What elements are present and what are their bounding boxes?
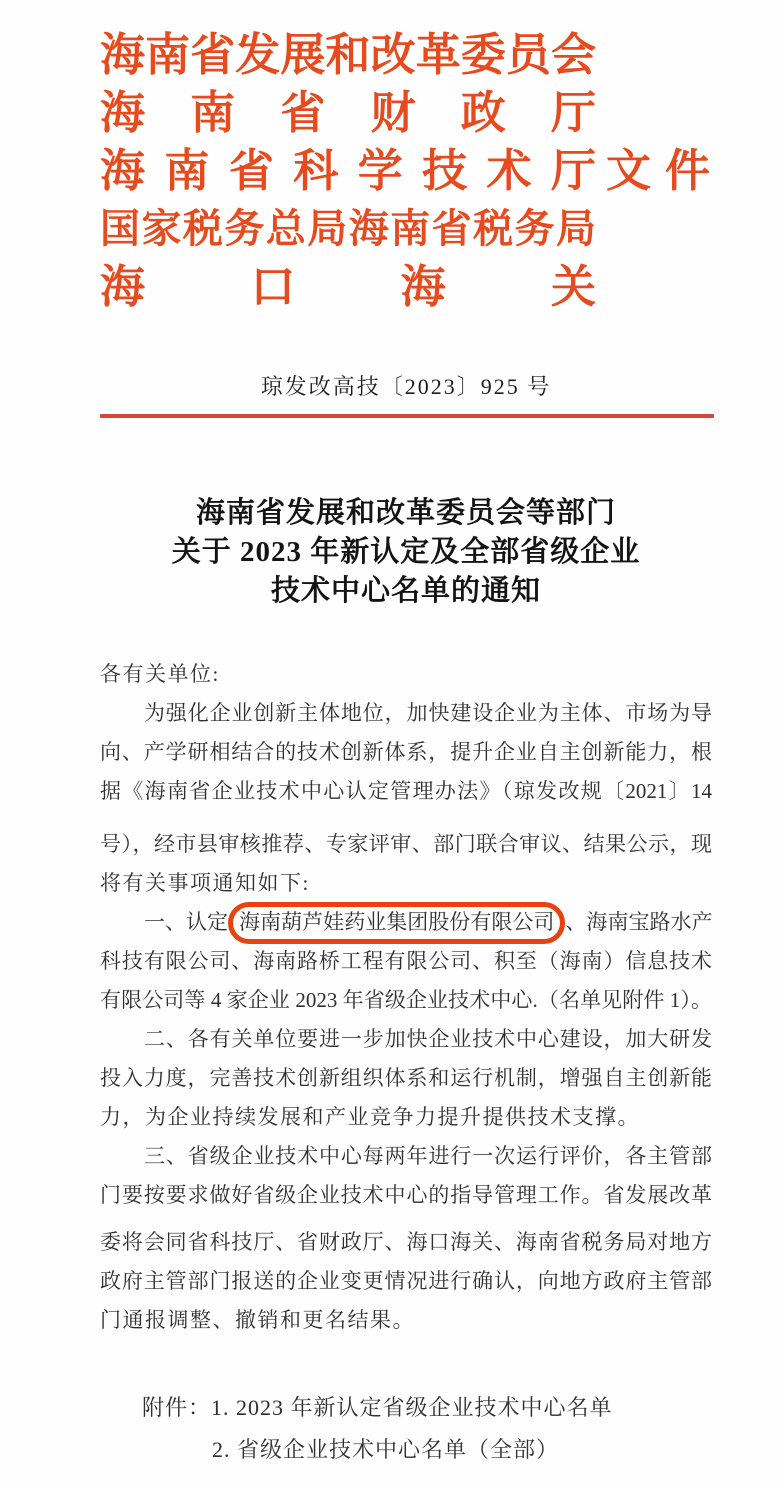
- agency-line: [100, 26, 712, 84]
- notice-title-line: 关于 2023 年新认定及全部省级企业: [171, 536, 641, 568]
- agency-line: [100, 142, 712, 200]
- agency-name: 海南省科学技术厅: [100, 146, 596, 196]
- agency-name: 海南省财政厅: [100, 88, 596, 138]
- document-word: 文件: [606, 146, 710, 196]
- agency-name: 国家税务总局海南省税务局: [100, 206, 596, 251]
- notice-title-line: 海南省发展和改革委员会等部门: [195, 497, 616, 529]
- attachment-title: 1. 2023 年新认定省级企业技术中心名单: [211, 1395, 613, 1420]
- notice-title: [88, 494, 724, 611]
- attachment-item: [100, 1387, 712, 1429]
- body-line: 门通报调整、撤销和更名结果。: [100, 1308, 415, 1332]
- agency-line: [100, 258, 712, 316]
- red-divider-rule: [100, 414, 714, 418]
- body-line: 投入力度，完善技术创新组织体系和运行机制，增强自主创新能: [100, 1066, 712, 1090]
- highlighted-company-name: 海南葫芦娃药业集团股份有限公司: [228, 902, 565, 944]
- attachments-section: [100, 1387, 712, 1471]
- notice-body: [100, 655, 712, 1340]
- attachments-label: 附件：: [142, 1395, 212, 1420]
- body-line: 二、各有关单位要进一步加快企业技术中心建设，加大研发: [144, 1027, 712, 1051]
- body-text: 一、认定: [144, 910, 229, 934]
- attachment-item: [100, 1429, 712, 1471]
- salutation: 各有关单位:: [100, 662, 220, 686]
- body-line: 号），经市县审核推荐、专家评审、部门联合审议、结果公示，现: [100, 832, 712, 856]
- attachment-title: 2. 省级企业技术中心名单（全部）: [212, 1437, 560, 1462]
- body-line: 三、省级企业技术中心每两年进行一次运行评价，各主管部: [144, 1144, 712, 1168]
- body-text: 、海南宝路水产: [565, 910, 713, 934]
- agency-name: 海南省发展和改革委员会: [100, 30, 596, 80]
- body-line: 科技有限公司、海南路桥工程有限公司、积至（海南）信息技术: [100, 949, 712, 973]
- agency-letterhead: [100, 26, 712, 316]
- document-number: 琼发改高技〔2023〕925 号: [260, 374, 552, 399]
- body-line: 据《海南省企业技术中心认定管理办法》（琼发改规〔2021〕14: [100, 779, 712, 803]
- body-line: 门要按要求做好省级企业技术中心的指导管理工作。省发展改革: [100, 1183, 712, 1207]
- body-line: 有限公司等 4 家企业 2023 年省级企业技术中心.（名单见附件 1）。: [100, 988, 712, 1012]
- agency-line: [100, 84, 712, 142]
- body-line: 委将会同省科技厅、省财政厅、海口海关、海南省税务局对地方: [100, 1230, 712, 1254]
- body-line: 为强化企业创新主体地位，加快建设企业为主体、市场为导: [144, 701, 712, 725]
- body-line: 政府主管部门报送的企业变更情况进行确认，向地方政府主管部: [100, 1269, 712, 1293]
- body-line: 将有关事项通知如下:: [100, 871, 310, 895]
- body-line-with-highlight: [100, 903, 712, 942]
- agency-line: [100, 200, 712, 258]
- body-line: 向、产学研相结合的技术创新体系，提升企业自主创新能力，根: [100, 740, 712, 764]
- notice-title-line: 技术中心名单的通知: [270, 575, 541, 607]
- body-line: 力，为企业持续发展和产业竞争力提升提供技术支撑。: [100, 1105, 640, 1129]
- agency-name: 海口海关: [100, 262, 596, 312]
